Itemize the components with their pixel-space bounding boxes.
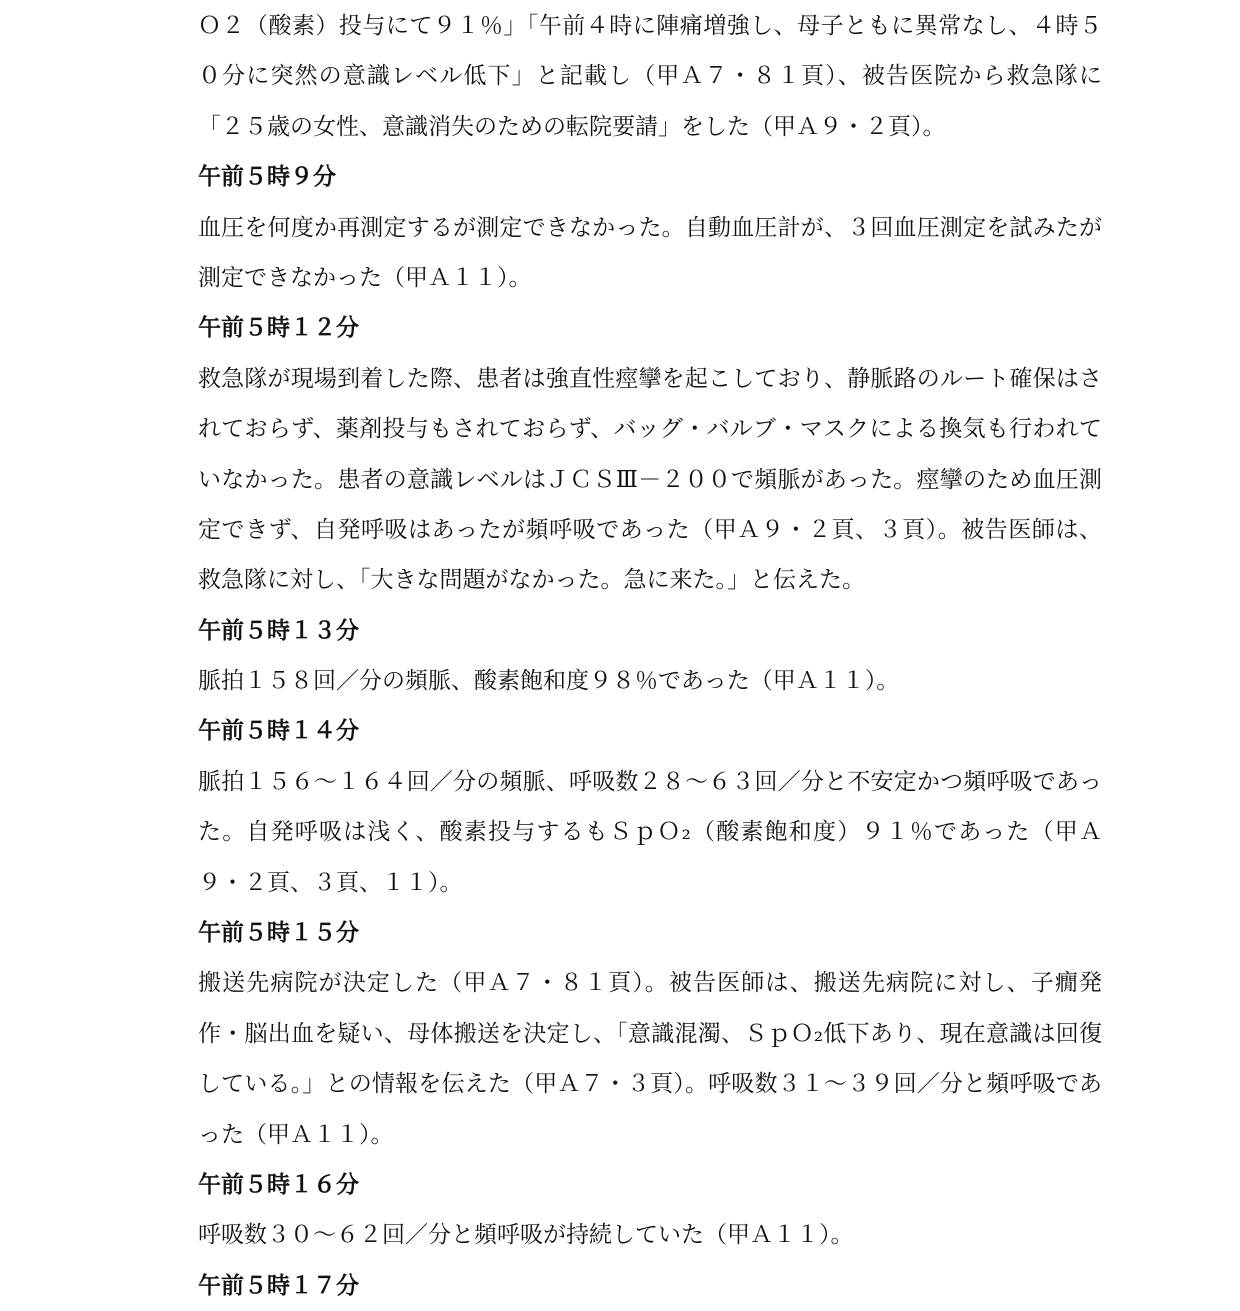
timeline-entry: [198, 303, 1102, 605]
text-line: 脈拍１５６～１６４回／分の頻脈、呼吸数２８～６３回／分と不安定かつ頻呼吸であっ: [198, 768, 1102, 795]
text-line: た。自発呼吸は浅く、酸素投与するもＳｐＯ₂（酸素飽和度）９１％であった（甲Ａ: [198, 819, 1102, 846]
text-line: 呼吸数３０～６２回／分と頻呼吸が持続していた（甲Ａ１１）。: [198, 1222, 854, 1249]
time-heading: 午前５時１４分: [198, 718, 359, 745]
timeline-entry: [198, 606, 1102, 707]
text-line: Ｏ２（酸素）投与にて９１％」「午前４時に陣痛増強し、母子ともに異常なし、４時５: [198, 13, 1102, 39]
text-line: れておらず、薬剤投与もされておらず、バッグ・バルブ・マスクによる換気も行われて: [198, 416, 1102, 443]
timeline-entry: [198, 1160, 1102, 1261]
text-line: 測定できなかった（甲Ａ１１）。: [198, 264, 532, 291]
text-line: いなかった。患者の意識レベルはＪＣＳⅢ－２００で頻脈があった。痙攣のため血圧測: [198, 466, 1102, 493]
text-line: 「２５歳の女性、意識消失のための転院要請」をした（甲Ａ９・２頁）。: [198, 113, 946, 140]
time-heading: 午前５時１５分: [198, 920, 359, 947]
text-line: している。」との情報を伝えた（甲Ａ７・３頁）。呼吸数３１～３９回／分と頻呼吸であ: [198, 1071, 1102, 1098]
text-line: 搬送先病院が決定した（甲Ａ７・８１頁）。被告医師は、搬送先病院に対し、子癇発: [198, 970, 1102, 997]
time-heading: 午前５時９分: [198, 164, 336, 191]
time-heading: 午前５時１２分: [198, 315, 359, 342]
text-line: った（甲Ａ１１）。: [198, 1121, 394, 1148]
text-line: 脈拍１５８回／分の頻脈、酸素飽和度９８％であった（甲Ａ１１）。: [198, 668, 900, 695]
time-heading: 午前５時１７分: [198, 1272, 359, 1299]
text-line: 作・脳出血を疑い、母体搬送を決定し、「意識混濁、ＳｐＯ₂低下あり、現在意識は回復: [198, 1020, 1102, 1047]
text-line: 血圧を何度か再測定するが測定できなかった。自動血圧計が、３回血圧測定を試みたが: [198, 214, 1102, 241]
text-line: 救急隊が現場到着した際、患者は強直性痙攣を起こしており、静脈路のルート確保はさ: [198, 365, 1102, 392]
time-heading: 午前５時１６分: [198, 1171, 359, 1198]
time-heading: 午前５時１３分: [198, 617, 359, 644]
text-line: ９・２頁、３頁、１１）。: [198, 869, 463, 896]
timeline-entry: [198, 152, 1102, 303]
text-line: 救急隊に対し、「大きな問題がなかった。急に来た。」と伝えた。: [198, 567, 865, 594]
timeline-entry: [198, 706, 1102, 908]
document-page: [198, 0, 1102, 1311]
text-line: 定できず、自発呼吸はあったが頻呼吸であった（甲Ａ９・２頁、３頁）。被告医師は、: [198, 516, 1102, 543]
timeline-entry: [198, 908, 1102, 1160]
intro-paragraph: [198, 1, 1102, 152]
timeline-entry: [198, 1261, 1102, 1311]
text-line: ０分に突然の意識レベル低下」と記載し（甲Ａ７・８１頁）、被告医院から救急隊に: [198, 63, 1102, 90]
